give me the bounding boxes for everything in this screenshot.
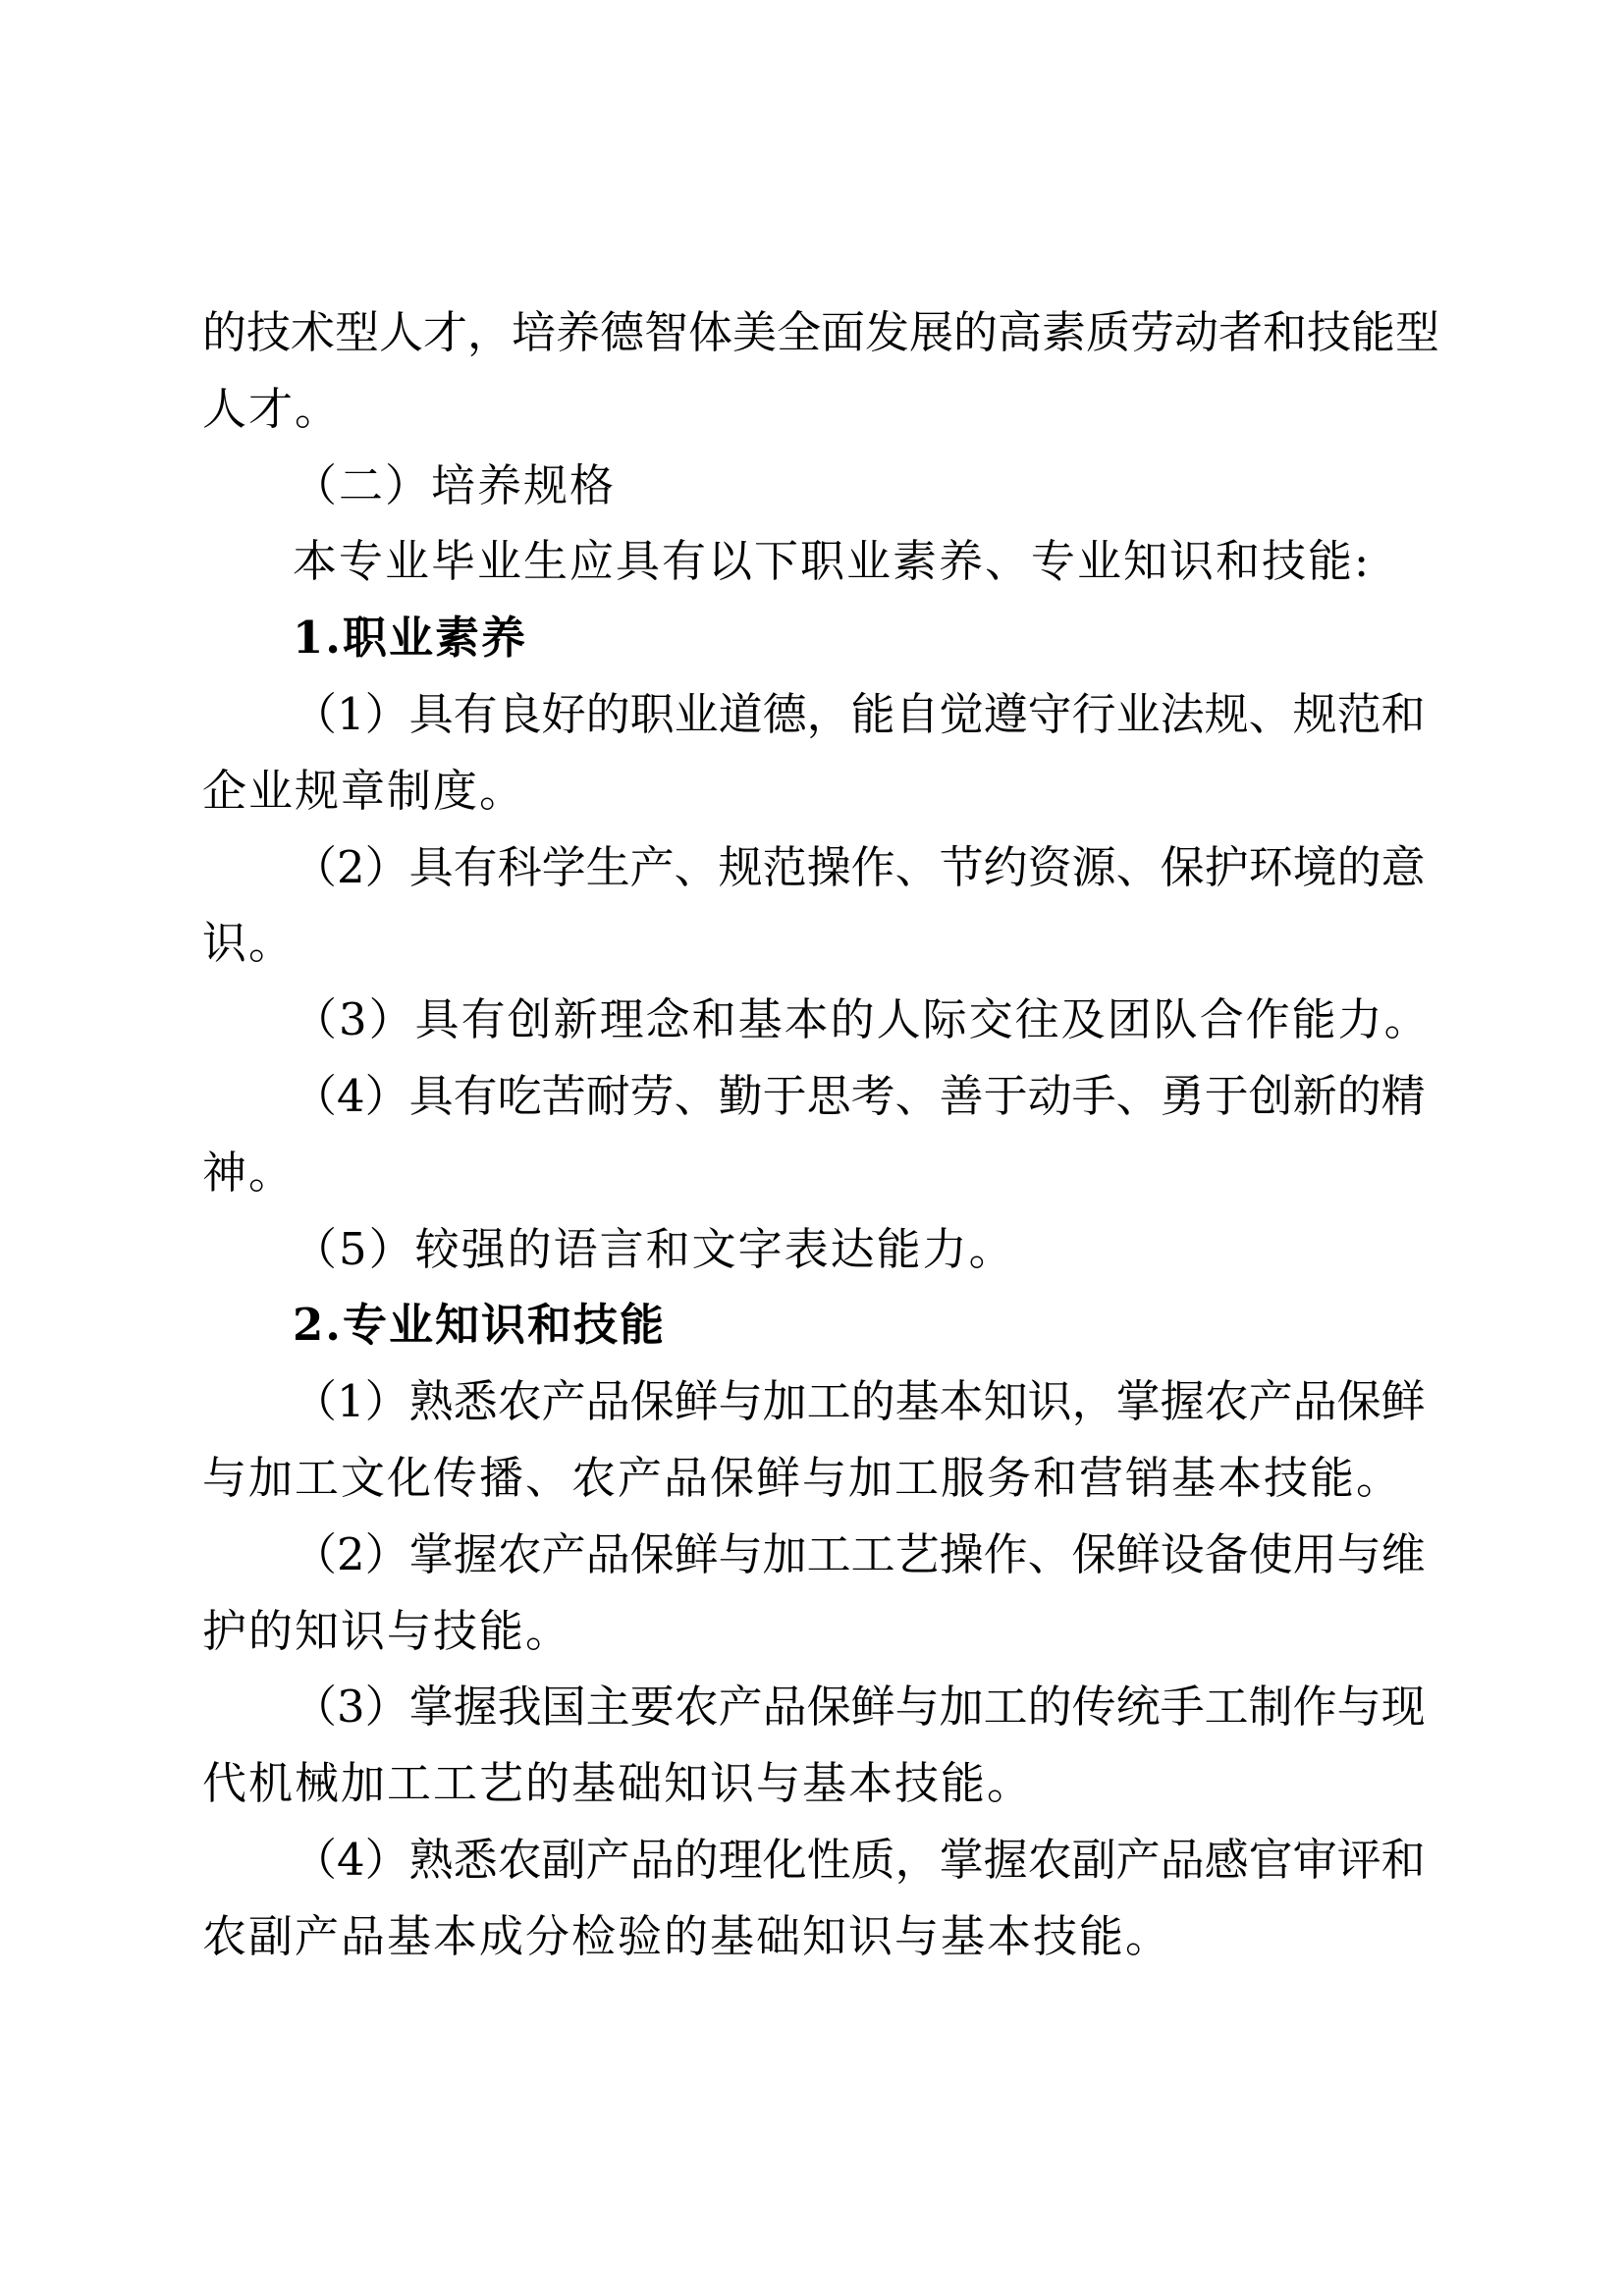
text-line: 农副产品基本成分检验的基础知识与基本技能。 [202, 1909, 1172, 1962]
text-line: 与加工文化传播、农产品保鲜与加工服务和营销基本技能。 [202, 1451, 1403, 1504]
text-line: 识。 [202, 917, 296, 970]
text-line: （4）熟悉农副产品的理化性质，掌握农副产品感官审评和 [293, 1833, 1426, 1886]
text-line: 的技术型人才，培养德智体美全面发展的高素质劳动者和技能型 [202, 306, 1440, 358]
text-line: （1）熟悉农产品保鲜与加工的基本知识，掌握农产品保鲜 [293, 1375, 1426, 1428]
text-line: （1）具有良好的职业道德，能自觉遵守行业法规、规范和 [293, 687, 1426, 740]
text-line: 人才。 [202, 382, 342, 435]
text-line: （二）培养规格 [293, 458, 617, 511]
text-line: （2）掌握农产品保鲜与加工工艺操作、保鲜设备使用与维 [293, 1527, 1426, 1580]
text-line: 企业规章制度。 [202, 764, 526, 817]
text-line: （2）具有科学生产、规范操作、节约资源、保护环境的意 [293, 840, 1426, 893]
text-line: （4）具有吃苦耐劳、勤于思考、善于动手、勇于创新的精 [293, 1069, 1426, 1122]
heading-line: 2.专业知识和技能 [293, 1299, 666, 1352]
text-line: 代机械加工工艺的基础知识与基本技能。 [202, 1757, 1034, 1810]
text-line: 神。 [202, 1146, 296, 1199]
text-line: 护的知识与技能。 [202, 1604, 572, 1657]
text-line: （3）具有创新理念和基本的人际交往及团队合作能力。 [293, 993, 1431, 1046]
text-line: （3）掌握我国主要农产品保鲜与加工的传统手工制作与现 [293, 1681, 1426, 1734]
heading-line: 1.职业素养 [293, 612, 527, 665]
document-body [202, 294, 1440, 1975]
text-line: 本专业毕业生应具有以下职业素养、专业知识和技能: [293, 535, 1372, 588]
text-line: （5）较强的语言和文字表达能力。 [293, 1222, 1015, 1275]
